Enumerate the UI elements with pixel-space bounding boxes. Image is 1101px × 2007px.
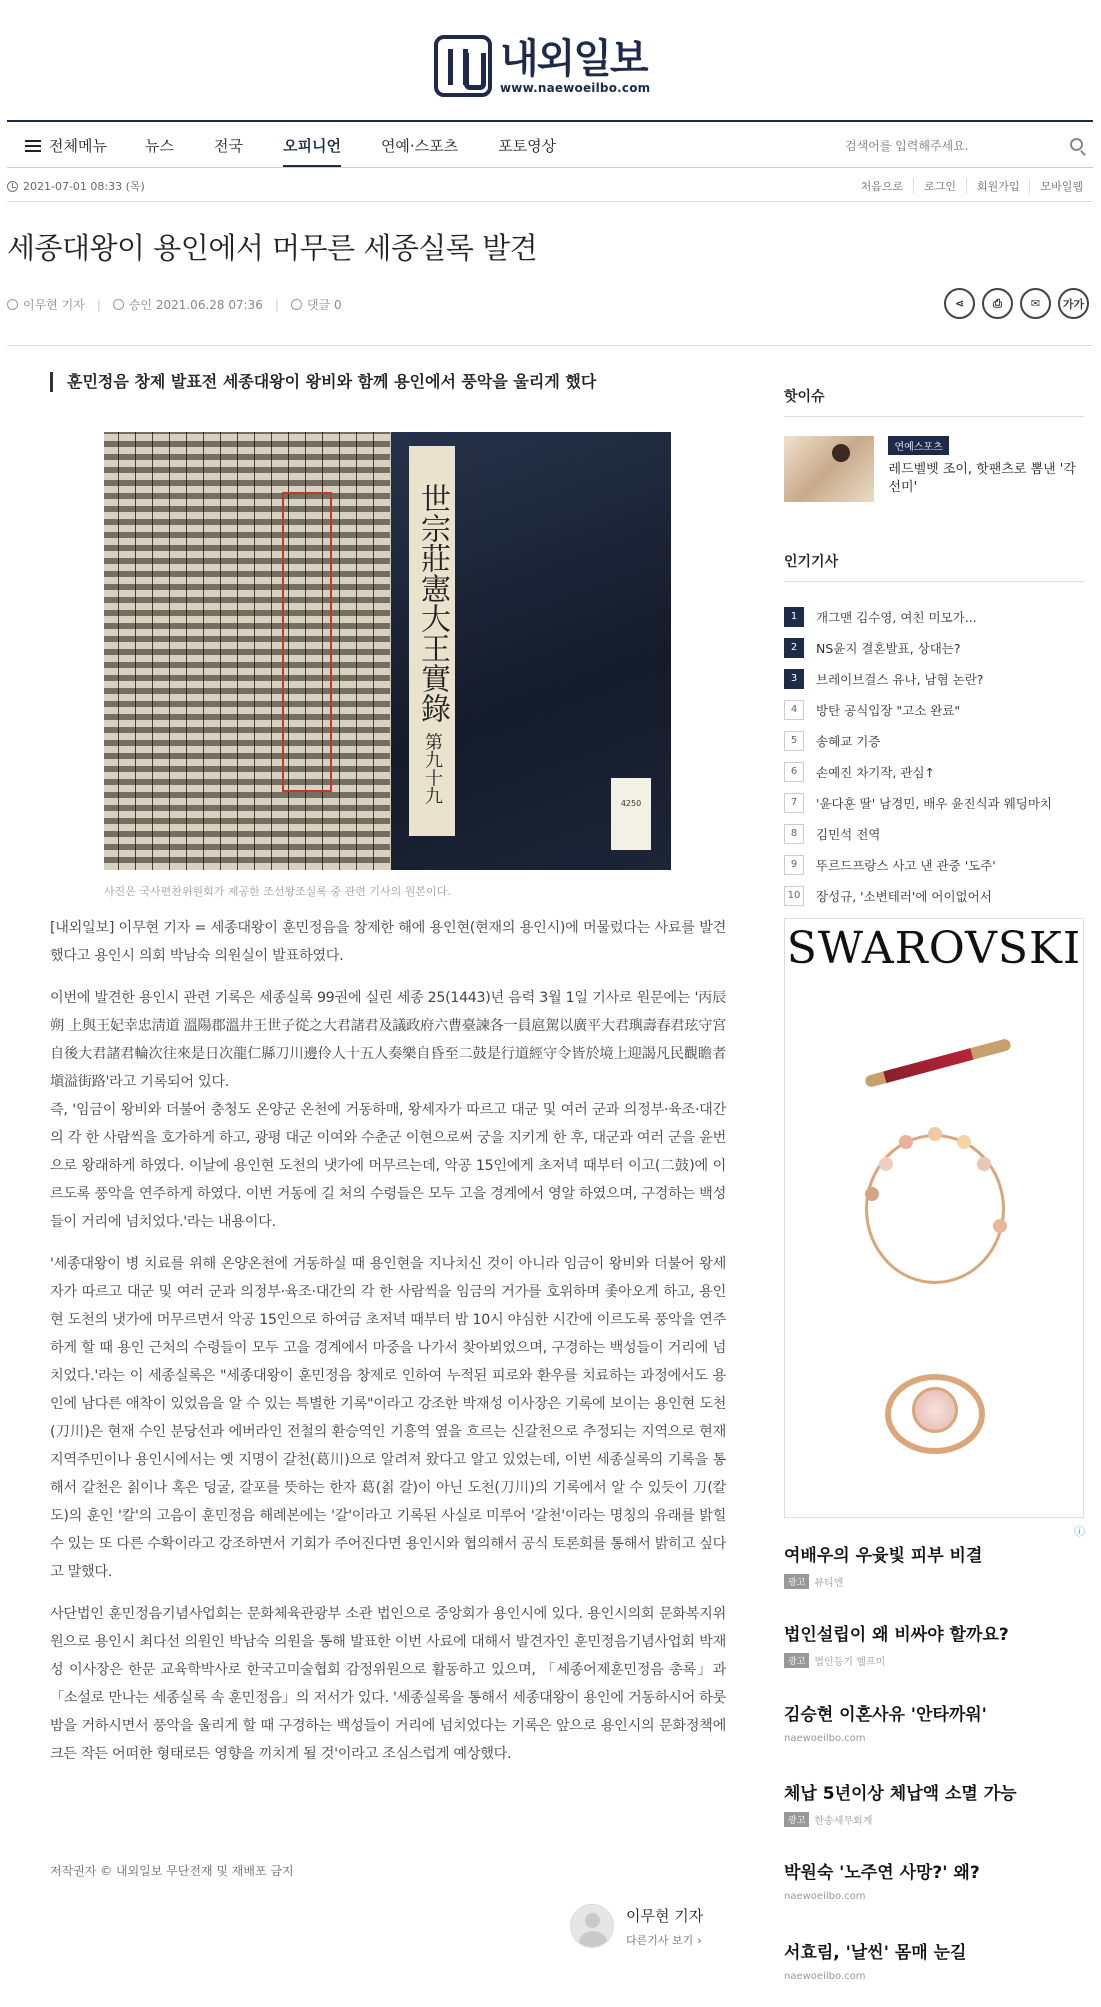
list-item[interactable] xyxy=(784,725,1084,756)
cover-volume-text: 第九十九 xyxy=(422,732,443,805)
promo-item[interactable] xyxy=(784,1779,1084,1827)
list-item[interactable] xyxy=(784,880,1084,911)
list-item[interactable] xyxy=(784,601,1084,632)
clock-icon xyxy=(7,181,18,192)
title-divider xyxy=(7,345,1093,346)
logo-name: 내외일보 xyxy=(500,36,647,82)
bead-icon xyxy=(865,1187,879,1201)
all-menu-button[interactable] xyxy=(25,135,107,156)
hot-issue-item[interactable] xyxy=(784,436,1084,502)
search-input[interactable] xyxy=(845,132,1045,160)
popular-title[interactable]: 브레이브걸스 유나, 남혐 논란? xyxy=(816,671,984,687)
rank-number: 1 xyxy=(784,607,804,627)
ad-info-icon[interactable]: ⓘ xyxy=(1074,1525,1085,1538)
highlight-box xyxy=(282,492,332,792)
popular-title[interactable]: '윤다훈 딸' 남경민, 배우 윤진식과 웨딩마치 xyxy=(816,795,1052,811)
utility-bar xyxy=(7,168,1093,202)
promo-title[interactable]: 체납 5년이상 체납액 소멸 가능 xyxy=(784,1784,1017,1804)
rank-number: 2 xyxy=(784,638,804,658)
popular-list xyxy=(784,601,1084,911)
promo-item[interactable] xyxy=(784,1700,1084,1744)
bead-icon xyxy=(879,1157,893,1171)
chevron-right-icon: › xyxy=(697,1933,702,1947)
bead-icon xyxy=(899,1135,913,1149)
promo-title[interactable]: 서효림, '날씬' 몸매 눈길 xyxy=(784,1943,967,1963)
promo-source: naewoeilbo.com xyxy=(784,1891,866,1902)
manuscript-text-texture xyxy=(104,432,390,870)
promo-title[interactable]: 법인설립이 왜 비싸야 할까요? xyxy=(784,1625,1009,1645)
promo-source: 뷰티엔 xyxy=(814,1578,844,1589)
promo-item[interactable] xyxy=(784,1541,1084,1589)
promo-item[interactable] xyxy=(784,1620,1084,1668)
photo-caption: 사진은 국사편찬위원회가 제공한 조선왕조실록 중 관련 기사의 원본이다. xyxy=(104,885,451,898)
bead-icon xyxy=(977,1157,991,1171)
popular-title[interactable]: 장성규, '소변테러'에 어이없어서 xyxy=(816,888,992,904)
bead-icon xyxy=(957,1135,971,1149)
hot-issue-heading: 핫이슈 xyxy=(784,386,1084,417)
promo-item[interactable] xyxy=(784,1858,1084,1902)
article-author[interactable]: 이무현 기자 xyxy=(23,298,85,312)
nav-items xyxy=(145,135,596,167)
promo-title[interactable]: 김승현 이혼사유 '안타까워' xyxy=(784,1705,987,1725)
article-paragraph: '세종대왕이 병 치료를 위해 온양온천에 거동하실 때 용인현을 지나치신 것이 아니라 임금이 왕비와 더불어 왕세자가 따르고 대군 및 여러 군과 의정부·육조·대간의 각 한 사람씩을 임금의 거가를 호위하며 좇아오게 하고, 용인현 도천의 냇가에 머무르면서 악공 15인으로 하여금 초저녁 때부터 밤 10시 야심한 시간에 이르도록 풍악을 연주하게 할 때 용인 근처의 수령들이 모두 고을 경계에서 마중을 나가서 찾아뵈었으며, 구경하는 백성들이 거리에 넘치었다.'라는 이 세종실록은 "세종대왕이 훈민정음 창제로 인하여 누적된 피로와 환우를 치료하는 과정에서도 용인에 남다른 애착이 있었음을 알 수 있는 특별한 기록"이라고 강조한 박재성 이사장은 기록에 보이는 용인현 도천(刀川)은 현재 수인 분당선과 에버라인 전철의 환승역인 기흥역 옆을 흐르는 신갈천으로 추정되는 지역으로 현재 지역주민이나 용인시에서는 옛 지명이 갈천(葛川)으로 알려져 왔다고 알고 있었는데, 이번 세종실록의 기록을 통해서 갈천은 칡이나 혹은 덩굴, 갈포를 뜻하는 한자 葛(칡 갈)이 아닌 도천(刀川)의 기록에서 알 수 있듯이 刀(칼 도)의 훈인 '칼'의 고음이 훈민정음 해례본에는 '갈'이라고 기록된 사실로 미루어 '갈천'이라는 명칭의 유래를 밝힐 수 있는 또 다른 수확이라고 강조하면서 기회가 주어진다면 용인시와 협의해서 공식 토론회를 통해서 밝히고 싶다고 말했다. xyxy=(50,1256,726,1580)
book-cover xyxy=(391,432,671,870)
promo-source: naewoeilbo.com xyxy=(784,1971,866,1982)
site-logo[interactable] xyxy=(434,34,664,98)
logo-url: www.naewoeilbo.com xyxy=(500,81,651,95)
popular-title[interactable]: NS윤지 결혼발표, 상대는? xyxy=(816,640,961,656)
popular-title[interactable]: 김민석 전역 xyxy=(816,826,881,842)
link-signup[interactable]: 회원가입 xyxy=(966,178,1030,194)
email-icon[interactable]: ✉ xyxy=(1020,288,1051,319)
article-paragraph: 이번에 발견한 용인시 관련 기록은 세종실록 99권에 실린 세종 25(1443)년 음력 3월 1일 기사로 원문에는 '丙辰朔 上與王妃幸忠淸道 溫陽郡溫井王世子從之大君諸君及議政府六曹臺諫各一員扈駕以廣平大君璵壽春君玹守宮自後大君諸君輪次往來是日次龍仁縣刀川邊伶人十五人奏樂自昏至二鼓是行道經守令皆於境上迎謁凡民觀瞻者塡溢街路'라고 기록되어 있다. xyxy=(50,990,726,1090)
article-title: 세종대왕이 용인에서 머무른 세종실록 발견 xyxy=(7,231,538,265)
hot-issue-section xyxy=(784,386,1084,495)
promo-source: 한송세무회계 xyxy=(814,1816,873,1827)
article-body xyxy=(50,914,726,1782)
popular-title[interactable]: 개그맨 김수영, 여친 미모가... xyxy=(816,609,977,625)
popular-title[interactable]: 송혜교 기증 xyxy=(816,733,881,749)
current-date xyxy=(7,178,145,194)
list-item[interactable] xyxy=(784,818,1084,849)
nav-item-entertainment-sports[interactable]: 연예·스포츠 xyxy=(380,137,459,155)
library-label: 4250 xyxy=(611,778,651,850)
promo-title[interactable]: 여배우의 우윳빛 피부 비결 xyxy=(784,1546,983,1566)
share-tools xyxy=(937,288,1089,319)
list-item[interactable] xyxy=(784,756,1084,787)
article-paragraph: 즉, '임금이 왕비와 더불어 충청도 온양군 온천에 거동하매, 왕세자가 따르고 대군 및 여러 군과 의정부·육조·대간의 각 한 사람씩을 호가하게 하고, 광평 대군 이여와 수춘군 이현으로써 궁을 지키게 한 후, 대군과 여러 군을 윤번으로 왕래하게 하였다. 이날에 용인현 도천의 냇가에 머무르는데, 악공 15인에게 초저녁 때부터 이고(二鼓)에 이르도록 풍악을 연주하게 하였다. 이번 거동에 길 처의 수령들은 모두 고을 경계에서 영알 하였으며, 구경하는 백성들이 거리에 넘치었다.'라는 내용이다. xyxy=(50,1102,726,1230)
rank-number: 9 xyxy=(784,855,804,875)
bead-icon xyxy=(993,1219,1007,1233)
search-box xyxy=(845,132,1091,160)
link-login[interactable]: 로그인 xyxy=(913,178,966,194)
reporter-more-label: 다른기사 보기 xyxy=(626,1933,694,1947)
site-header xyxy=(0,0,1101,120)
article-paragraph: 사단법인 훈민정음기념사업회는 문화체육관광부 소관 법인으로 중앙회가 용인시에 있다. 용인시의회 문화복지위원으로 용인시 최다선 의원인 박남숙 의원을 통해 발표한 이번 사료에 대해서 발견자인 훈민정음기념사업회 박재성 이사장은 한문 교육학박사로 한국고미술협회 감정위원으로 활동하고 있으며, 「세종어제훈민정음 총록」과 「소설로 만나는 세종실록 속 훈민정음」의 저서가 있다. '세종실록을 통해서 세종대왕이 용인에 거동하시어 하룻밤을 거하시면서 풍악을 울리게 할 때 구경하는 백성들이 거리에 넘치었다는 기록은 앞으로 용인시의 문화정책에 크든 작든 어떠한 형태로든 영향을 끼치게 될 것'이라고 조심스럽게 예상했다. xyxy=(50,1606,726,1762)
rank-number: 8 xyxy=(784,824,804,844)
ad-badge: 광고 xyxy=(784,1812,809,1827)
list-item[interactable] xyxy=(784,849,1084,880)
clock-icon xyxy=(113,299,124,310)
share-icon[interactable]: ⋖ xyxy=(944,288,975,319)
bead-icon xyxy=(928,1127,942,1141)
category-badge: 연예스포츠 xyxy=(888,436,948,455)
nav-item-opinion[interactable]: 오피니언 xyxy=(283,135,341,167)
article-subtitle: 훈민정음 창제 발표전 세종대왕이 왕비와 함께 용인에서 풍악을 울리게 했다 xyxy=(50,372,596,392)
rank-number: 3 xyxy=(784,669,804,689)
cover-title-text: 世宗莊憲大王實錄 xyxy=(415,483,450,724)
reporter-box xyxy=(570,1904,703,1948)
search-icon[interactable] xyxy=(1070,138,1083,151)
utility-links xyxy=(851,178,1093,194)
ad-badge: 광고 xyxy=(784,1574,809,1589)
print-icon[interactable]: ⎙ xyxy=(982,288,1013,319)
link-mobile-web[interactable]: 모바일웹 xyxy=(1029,178,1093,194)
nav-item-photo-video[interactable]: 포토영상 xyxy=(498,137,557,155)
article-photo[interactable] xyxy=(104,432,671,870)
hot-issue-thumbnail[interactable] xyxy=(784,436,874,502)
list-item[interactable] xyxy=(784,694,1084,725)
popular-heading: 인기기사 xyxy=(784,551,1084,582)
cover-title xyxy=(409,446,455,836)
date-text: 2021-07-01 08:33 (목) xyxy=(23,180,145,193)
user-icon xyxy=(7,299,18,310)
popular-section xyxy=(784,551,1084,904)
hot-issue-title[interactable]: 레드벨벳 조이, 핫팬츠로 뽐낸 '각선미' xyxy=(888,462,1076,495)
reporter-name[interactable]: 이무현 기자 xyxy=(626,1906,704,1925)
pen-image xyxy=(864,1038,1012,1088)
swarovski-ad[interactable] xyxy=(784,918,1084,1518)
promo-item[interactable] xyxy=(784,1938,1084,1982)
article-approved: 승인 2021.06.28 07:36 xyxy=(128,298,263,312)
list-item[interactable] xyxy=(784,787,1084,818)
promo-title[interactable]: 박원숙 '노주연 사망?' 왜? xyxy=(784,1863,980,1883)
popular-title[interactable]: 방탄 공식입장 "고소 완료" xyxy=(816,702,961,718)
promo-source: 법인등기 헬프미 xyxy=(814,1657,886,1668)
rank-number: 10 xyxy=(784,886,804,906)
ad-brand: SWAROVSKI xyxy=(786,923,1082,974)
ring-stone xyxy=(912,1387,958,1433)
all-menu-label: 전체메뉴 xyxy=(49,137,107,155)
copyright-notice: 저작권자 © 내외일보 무단전재 및 재배포 금지 xyxy=(50,1864,294,1878)
popular-title[interactable]: 뚜르드프랑스 사고 낸 관중 '도주' xyxy=(816,857,996,873)
logo-mark-icon xyxy=(434,35,492,97)
article-meta: 이무현 기자 | 승인 2021.06.28 07:36 | 댓글 0 xyxy=(7,296,342,313)
ad-badge: 광고 xyxy=(784,1653,809,1668)
article-paragraph: [내외일보] 이무현 기자 = 세종대왕이 훈민정음을 창제한 해에 용인현(현재의 용인시)에 머물렀다는 사료를 발견했다고 용인시 의회 박남숙 의원실이 발표하였다. xyxy=(50,920,726,964)
rank-number: 6 xyxy=(784,762,804,782)
article-comments[interactable]: 댓글 0 xyxy=(306,298,342,312)
list-item[interactable] xyxy=(784,632,1084,663)
list-item[interactable] xyxy=(784,663,1084,694)
hamburger-icon xyxy=(25,140,41,152)
link-home[interactable]: 처음으로 xyxy=(860,180,904,193)
promo-source: naewoeilbo.com xyxy=(784,1733,866,1744)
nav-item-national[interactable]: 전국 xyxy=(213,137,243,155)
rank-number: 7 xyxy=(784,793,804,813)
rank-number: 5 xyxy=(784,731,804,751)
popular-title[interactable]: 손예진 차기작, 관심↑ xyxy=(816,764,935,780)
avatar xyxy=(570,1904,614,1948)
reporter-more-link[interactable] xyxy=(626,1932,703,1948)
comment-icon xyxy=(291,299,302,310)
main-nav xyxy=(7,120,1093,168)
rank-number: 4 xyxy=(784,700,804,720)
font-size-icon[interactable]: 가가 xyxy=(1058,288,1089,319)
nav-item-news[interactable]: 뉴스 xyxy=(145,137,174,155)
